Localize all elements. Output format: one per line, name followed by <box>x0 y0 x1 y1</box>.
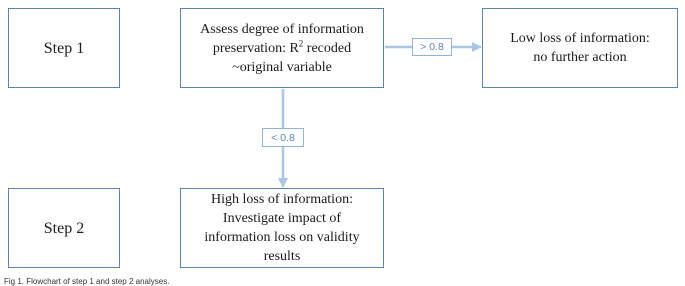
assess-line-1: Assess degree of information <box>200 21 364 37</box>
high-loss-line-3: information loss on validity <box>204 230 360 245</box>
r-squared-superscript: 2 <box>298 37 304 48</box>
assess-line-2: preservation: $R^2$ recoded <box>212 37 352 56</box>
step-1-label: Step 1 <box>43 39 85 57</box>
low-loss-line-1: Low loss of information: <box>510 31 650 46</box>
assess-line-3: ~original variable <box>232 59 332 75</box>
step-2-label: Step 2 <box>43 219 85 237</box>
high-loss-line-1: High loss of information: <box>211 192 353 207</box>
high-loss-line-4: results <box>263 249 301 264</box>
figure-caption: Fig 1. Flowchart of step 1 and step 2 analyses. <box>4 277 170 286</box>
less-than-threshold-label: < 0.8 <box>262 128 304 147</box>
greater-than-threshold-label: > 0.8 <box>412 38 452 56</box>
high-loss-line-2: Investigate impact of <box>222 211 342 226</box>
low-loss-line-2: no further action <box>533 50 627 65</box>
